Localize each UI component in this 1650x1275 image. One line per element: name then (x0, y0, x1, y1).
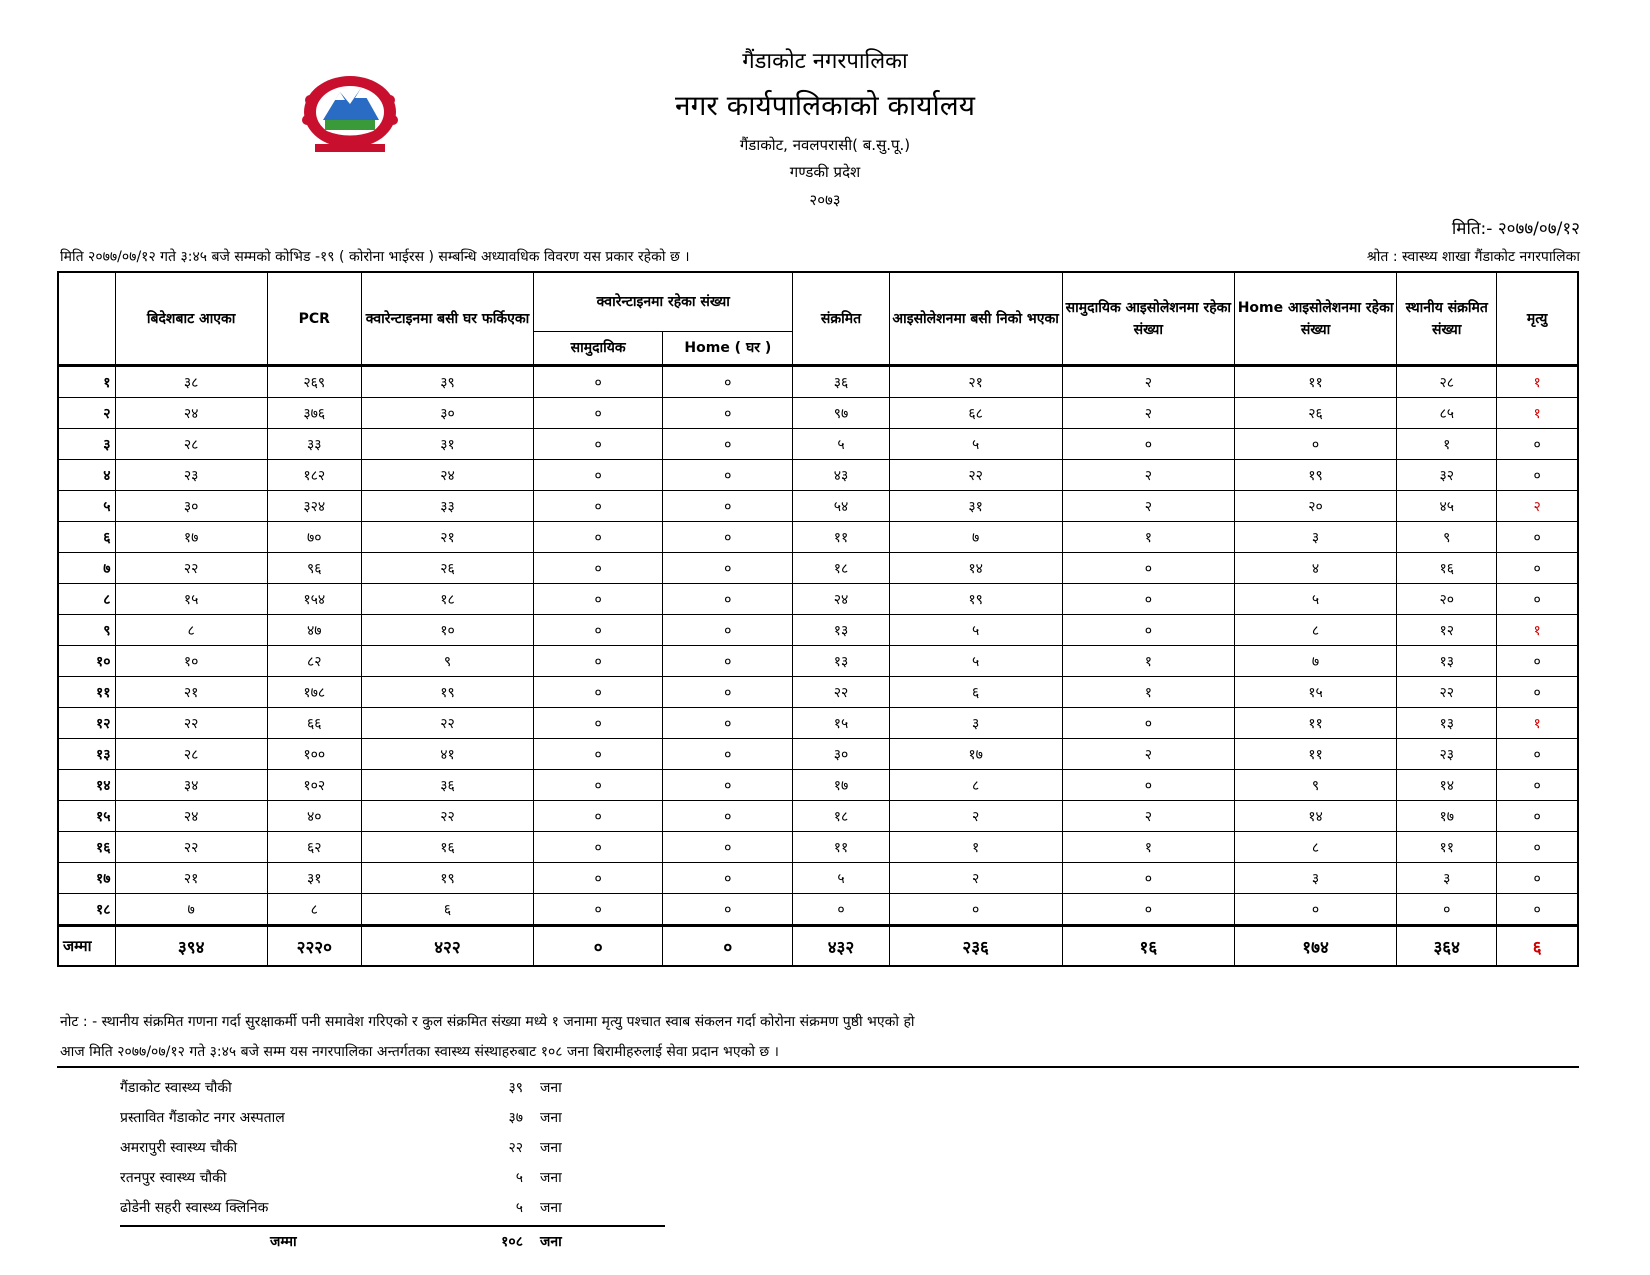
header-abroad: बिदेशबाट आएका (115, 272, 267, 366)
facility-total-count: १०८ (501, 1234, 523, 1250)
table-cell: ० (1497, 894, 1578, 926)
table-cell: १०० (267, 739, 361, 770)
table-cell: ४३ (793, 460, 889, 491)
table-cell: ० (1062, 894, 1234, 926)
table-cell: ० (1497, 522, 1578, 553)
table-cell: ३६ (361, 770, 533, 801)
header-local-infected: स्थानीय संक्रमित संख्या (1397, 272, 1497, 366)
table-cell: २ (1062, 460, 1234, 491)
table-cell: १७ (115, 522, 267, 553)
table-cell: १२ (1397, 615, 1497, 646)
table-cell: ० (534, 739, 663, 770)
facility-name: प्रस्तावित गैंडाकोट नगर अस्पताल (120, 1110, 285, 1126)
year-label: २०७३ (809, 191, 841, 209)
table-cell: २ (1062, 491, 1234, 522)
table-cell: ० (663, 677, 793, 708)
facility-row (120, 1193, 665, 1223)
table-cell: ० (663, 460, 793, 491)
municipality-name: गैंडाकोट नगरपालिका (742, 49, 908, 74)
facility-count: ५ (515, 1170, 523, 1186)
facility-unit: जना (540, 1110, 562, 1126)
table-cell: ९६ (267, 553, 361, 584)
table-cell: १८२ (267, 460, 361, 491)
table-cell: ४५ (1397, 491, 1497, 522)
table-cell: ० (663, 398, 793, 429)
table-cell: ० (534, 584, 663, 615)
table-row (58, 739, 1578, 770)
row-number: ६ (58, 522, 115, 553)
table-cell: ९ (1397, 522, 1497, 553)
table-cell: १९ (889, 584, 1062, 615)
table-cell: १०२ (267, 770, 361, 801)
table-cell: ० (1062, 553, 1234, 584)
row-number: ११ (58, 677, 115, 708)
table-cell: १ (1062, 677, 1234, 708)
table-cell: ८ (889, 770, 1062, 801)
table-cell: २२ (361, 708, 533, 739)
table-cell: १५ (793, 708, 889, 739)
table-cell: ० (663, 863, 793, 894)
table-cell: २ (1062, 739, 1234, 770)
table-cell: ० (663, 584, 793, 615)
note-text: नोट : - स्थानीय संक्रमित गणना गर्दा सुरक्षाकर्मी पनी समावेश गरिएको र कुल संक्रमित संख्या मध्ये १ जनामा मृत्यु पश्चात स्वाब संकलन गर्दा कोरोना संक्रमण पुष्ठी भएको हो (60, 1014, 915, 1030)
table-cell: ० (534, 460, 663, 491)
table-cell: ० (663, 366, 793, 398)
table-cell: ० (1497, 429, 1578, 460)
table-cell: १८ (793, 801, 889, 832)
facility-row (120, 1073, 665, 1103)
table-cell: ० (1497, 553, 1578, 584)
total-cell: ६ (1497, 926, 1578, 967)
row-number: १८ (58, 894, 115, 926)
table-cell: २८ (1397, 366, 1497, 398)
table-cell: २६९ (267, 366, 361, 398)
table-cell: १७ (889, 739, 1062, 770)
table-row (58, 460, 1578, 491)
facility-name: रतनपुर स्वास्थ्य चौकी (120, 1170, 227, 1186)
total-cell: २३६ (889, 926, 1062, 967)
table-cell: ० (889, 894, 1062, 926)
table-row (58, 832, 1578, 863)
table-cell: ३ (1234, 522, 1396, 553)
table-cell: १ (1062, 832, 1234, 863)
table-row (58, 398, 1578, 429)
table-cell: २४ (793, 584, 889, 615)
row-number: ३ (58, 429, 115, 460)
table-row (58, 366, 1578, 398)
row-number: ८ (58, 584, 115, 615)
table-cell: ७ (889, 522, 1062, 553)
table-cell: ९७ (793, 398, 889, 429)
table-cell: ५४ (793, 491, 889, 522)
table-cell: ० (534, 801, 663, 832)
table-cell: ० (1497, 832, 1578, 863)
table-cell: ९ (1234, 770, 1396, 801)
table-cell: ५ (889, 646, 1062, 677)
table-cell: २८ (115, 429, 267, 460)
table-cell: ६६ (267, 708, 361, 739)
table-cell: ३० (361, 398, 533, 429)
table-cell: २८ (115, 739, 267, 770)
total-cell: ० (534, 926, 663, 967)
table-cell: २१ (889, 366, 1062, 398)
total-cell: २२२० (267, 926, 361, 967)
table-cell: २१ (115, 677, 267, 708)
table-cell: ० (534, 770, 663, 801)
table-cell: ५ (889, 615, 1062, 646)
row-number: १६ (58, 832, 115, 863)
facility-unit: जना (540, 1170, 562, 1186)
table-cell: ० (663, 894, 793, 926)
table-cell: ० (663, 553, 793, 584)
source-text: श्रोत : स्वास्थ्य शाखा गैंडाकोट नगरपालिका (1366, 249, 1580, 265)
table-cell: ० (663, 615, 793, 646)
table-cell: ३१ (889, 491, 1062, 522)
table-cell: २० (1234, 491, 1396, 522)
table-cell: २६ (1234, 398, 1396, 429)
divider (57, 1066, 1579, 1068)
table-cell: ४७ (267, 615, 361, 646)
table-cell: २२ (115, 553, 267, 584)
table-cell: २२ (793, 677, 889, 708)
table-cell: ० (663, 801, 793, 832)
row-number: ७ (58, 553, 115, 584)
table-cell: ७ (1234, 646, 1396, 677)
table-cell: ६ (889, 677, 1062, 708)
table-cell: १७८ (267, 677, 361, 708)
total-cell: ० (663, 926, 793, 967)
table-cell: २२ (115, 708, 267, 739)
table-cell: ५ (1234, 584, 1396, 615)
table-cell: २० (1397, 584, 1497, 615)
table-cell: २ (889, 801, 1062, 832)
facility-name: अमरापुरी स्वास्थ्य चौकी (120, 1140, 238, 1156)
row-number: १२ (58, 708, 115, 739)
table-cell: ९ (361, 646, 533, 677)
total-cell: १७४ (1234, 926, 1396, 967)
table-cell: २ (1497, 491, 1578, 522)
table-row (58, 708, 1578, 739)
total-cell: ४३२ (793, 926, 889, 967)
facility-count: २२ (508, 1140, 523, 1156)
table-cell: ० (663, 491, 793, 522)
table-cell: ३७६ (267, 398, 361, 429)
table-cell: ४१ (361, 739, 533, 770)
table-cell: ५ (889, 429, 1062, 460)
facility-name: गैंडाकोट स्वास्थ्य चौकी (120, 1080, 232, 1096)
table-cell: १३ (793, 615, 889, 646)
table-cell: १५ (115, 584, 267, 615)
table-cell: ० (534, 491, 663, 522)
table-cell: १ (1397, 429, 1497, 460)
header-quarantine-returned: क्वारेन्टाइनमा बसी घर फर्किएका (361, 272, 533, 366)
table-cell: ० (1497, 863, 1578, 894)
table-cell: २२ (115, 832, 267, 863)
total-cell: १६ (1062, 926, 1234, 967)
table-cell: ० (1397, 894, 1497, 926)
table-cell: ० (1497, 801, 1578, 832)
table-cell: ६८ (889, 398, 1062, 429)
table-cell: ३ (1397, 863, 1497, 894)
table-cell: ० (663, 832, 793, 863)
table-cell: ३९ (361, 366, 533, 398)
covid-table (57, 271, 1579, 967)
table-cell: ११ (793, 522, 889, 553)
table-cell: १४ (1397, 770, 1497, 801)
table-cell: २३ (115, 460, 267, 491)
table-cell: १८ (793, 553, 889, 584)
table-cell: ० (1497, 677, 1578, 708)
table-cell: ११ (1397, 832, 1497, 863)
table-cell: ३२ (1397, 460, 1497, 491)
table-cell: १७ (1397, 801, 1497, 832)
table-row (58, 770, 1578, 801)
table-cell: ० (663, 739, 793, 770)
table-cell: २२ (361, 801, 533, 832)
table-cell: ३१ (267, 863, 361, 894)
nepal-emblem-icon (295, 70, 405, 160)
table-cell: ० (663, 708, 793, 739)
header-sn (58, 272, 115, 366)
table-cell: ० (534, 398, 663, 429)
table-cell: २१ (361, 522, 533, 553)
table-cell: १ (889, 832, 1062, 863)
intro-text: मिति २०७७/०७/१२ गते ३:४५ बजे सम्मको कोभिड -१९ ( कोरोना भाईरस ) सम्बन्धि अध्यावधिक विवरण यस प्रकार रहेको छ । (60, 249, 690, 265)
facility-name: ढोडेनी सहरी स्वास्थ्य क्लिनिक (120, 1200, 269, 1216)
table-cell: ३२४ (267, 491, 361, 522)
service-text: आज मिति २०७७/०७/१२ गते ३:४५ बजे सम्म यस नगरपालिका अन्तर्गतका स्वास्थ्य संस्थाहरुबाट १०८ जना बिरामीहरुलाई सेवा प्रदान भएको छ । (60, 1044, 779, 1060)
table-cell: २६ (361, 553, 533, 584)
table-cell: १६ (361, 832, 533, 863)
table-cell: ० (663, 646, 793, 677)
table-cell: ४ (1234, 553, 1396, 584)
table-cell: ३० (793, 739, 889, 770)
table-cell: ११ (1234, 739, 1396, 770)
province-name: गण्डकी प्रदेश (789, 163, 861, 181)
office-title: नगर कार्यपालिकाको कार्यालय (675, 89, 975, 122)
table-cell: ० (663, 522, 793, 553)
table-cell: १ (1497, 708, 1578, 739)
table-cell: ४० (267, 801, 361, 832)
table-cell: ३३ (267, 429, 361, 460)
table-cell: ० (1062, 615, 1234, 646)
table-cell: २४ (115, 398, 267, 429)
table-cell: ० (1497, 646, 1578, 677)
table-cell: ३३ (361, 491, 533, 522)
table-cell: १५ (1234, 677, 1396, 708)
table-cell: ६ (361, 894, 533, 926)
table-cell: ११ (793, 832, 889, 863)
table-cell: ११ (1234, 708, 1396, 739)
total-label: जम्मा (58, 926, 115, 967)
table-cell: ० (534, 522, 663, 553)
table-cell: २४ (115, 801, 267, 832)
header-pcr: PCR (267, 272, 361, 366)
row-number: १५ (58, 801, 115, 832)
table-cell: ३८ (115, 366, 267, 398)
total-row (58, 926, 1578, 967)
table-cell: ० (1497, 770, 1578, 801)
facility-row (120, 1163, 665, 1193)
header-community: सामुदायिक (534, 332, 663, 366)
header-home-isolation: Home आइसोलेशनमा रहेका संख्या (1234, 272, 1396, 366)
table-cell: २१ (115, 863, 267, 894)
header-recovered: आइसोलेशनमा बसी निको भएका (889, 272, 1062, 366)
table-cell: १३ (1397, 708, 1497, 739)
row-number: ५ (58, 491, 115, 522)
table-cell: ० (534, 429, 663, 460)
table-cell: ३० (115, 491, 267, 522)
table-cell: १५४ (267, 584, 361, 615)
total-cell: ३९४ (115, 926, 267, 967)
table-cell: ८२ (267, 646, 361, 677)
table-cell: ० (1497, 460, 1578, 491)
table-cell: ८ (267, 894, 361, 926)
table-cell: १० (115, 646, 267, 677)
table-cell: ० (534, 615, 663, 646)
table-cell: २४ (361, 460, 533, 491)
table-cell: ६२ (267, 832, 361, 863)
table-cell: १९ (361, 863, 533, 894)
table-cell: ० (1062, 708, 1234, 739)
facility-unit: जना (540, 1200, 562, 1216)
table-cell: १९ (361, 677, 533, 708)
table-cell: १९ (1234, 460, 1396, 491)
table-cell: ३४ (115, 770, 267, 801)
row-number: १७ (58, 863, 115, 894)
table-cell: २२ (1397, 677, 1497, 708)
table-cell: ८ (1234, 615, 1396, 646)
table-cell: १ (1497, 615, 1578, 646)
table-row (58, 429, 1578, 460)
table-cell: ० (534, 677, 663, 708)
table-cell: १० (361, 615, 533, 646)
facility-total-unit: जना (540, 1234, 562, 1250)
report-date: मिति:- २०७७/०७/१२ (1451, 219, 1580, 239)
table-cell: ० (534, 366, 663, 398)
facility-total-label: जम्मा (270, 1234, 297, 1250)
table-cell: ० (534, 708, 663, 739)
table-cell: २२ (889, 460, 1062, 491)
table-cell: १ (1497, 366, 1578, 398)
table-cell: ० (1497, 739, 1578, 770)
table-cell: ८ (1234, 832, 1396, 863)
table-cell: १ (1062, 646, 1234, 677)
table-cell: २३ (1397, 739, 1497, 770)
table-cell: ३ (889, 708, 1062, 739)
facility-total-row (120, 1227, 665, 1257)
table-cell: ७ (115, 894, 267, 926)
office-address: गैंडाकोट, नवलपरासी( ब.सु.पू.) (739, 136, 911, 154)
table-cell: ० (534, 832, 663, 863)
total-cell: ४२२ (361, 926, 533, 967)
table-cell: ७० (267, 522, 361, 553)
table-cell: ० (663, 429, 793, 460)
table-row (58, 646, 1578, 677)
table-cell: ० (534, 863, 663, 894)
facility-row (120, 1103, 665, 1133)
row-number: ४ (58, 460, 115, 491)
facility-row (120, 1133, 665, 1163)
table-cell: १ (1497, 398, 1578, 429)
table-cell: १३ (793, 646, 889, 677)
facility-unit: जना (540, 1140, 562, 1156)
facility-unit: जना (540, 1080, 562, 1096)
table-cell: ३ (1234, 863, 1396, 894)
header-death: मृत्यु (1497, 272, 1578, 366)
table-row (58, 584, 1578, 615)
table-cell: ८ (115, 615, 267, 646)
row-number: १ (58, 366, 115, 398)
table-row (58, 491, 1578, 522)
table-cell: ० (663, 770, 793, 801)
table-cell: १ (1062, 522, 1234, 553)
header-infected: संक्रमित (793, 272, 889, 366)
header-in-quarantine: क्वारेन्टाइनमा रहेका संख्या (534, 272, 793, 332)
table-cell: ० (1234, 429, 1396, 460)
table-cell: ० (534, 646, 663, 677)
table-cell: ० (1062, 863, 1234, 894)
table-row (58, 522, 1578, 553)
row-number: ९ (58, 615, 115, 646)
table-cell: ० (1062, 429, 1234, 460)
table-cell: १४ (889, 553, 1062, 584)
table-cell: १३ (1397, 646, 1497, 677)
table-row (58, 801, 1578, 832)
table-cell: १८ (361, 584, 533, 615)
row-number: १३ (58, 739, 115, 770)
facility-count: ३७ (508, 1110, 523, 1126)
total-cell: ३६४ (1397, 926, 1497, 967)
row-number: १४ (58, 770, 115, 801)
table-row (58, 863, 1578, 894)
table-row (58, 615, 1578, 646)
table-cell: ० (1497, 584, 1578, 615)
table-row (58, 677, 1578, 708)
table-cell: ० (793, 894, 889, 926)
table-cell: ० (1062, 584, 1234, 615)
table-cell: १४ (1234, 801, 1396, 832)
table-cell: ५ (793, 429, 889, 460)
facility-count: ३९ (508, 1080, 523, 1096)
table-cell: २ (889, 863, 1062, 894)
table-row (58, 553, 1578, 584)
table-cell: ३६ (793, 366, 889, 398)
table-cell: ० (1234, 894, 1396, 926)
table-cell: २ (1062, 398, 1234, 429)
table-cell: १६ (1397, 553, 1497, 584)
table-cell: ८५ (1397, 398, 1497, 429)
table-cell: ० (534, 894, 663, 926)
facility-count: ५ (515, 1200, 523, 1216)
table-cell: ० (534, 553, 663, 584)
row-number: २ (58, 398, 115, 429)
table-cell: २ (1062, 801, 1234, 832)
table-cell: १७ (793, 770, 889, 801)
table-cell: ५ (793, 863, 889, 894)
table-row (58, 894, 1578, 926)
facility-list (120, 1073, 665, 1257)
row-number: १० (58, 646, 115, 677)
table-cell: ३१ (361, 429, 533, 460)
table-cell: २ (1062, 366, 1234, 398)
table-cell: ० (1062, 770, 1234, 801)
table-cell: ११ (1234, 366, 1396, 398)
header-community-isolation: सामुदायिक आइसोलेशनमा रहेका संख्या (1062, 272, 1234, 366)
header-home: Home ( घर ) (663, 332, 793, 366)
